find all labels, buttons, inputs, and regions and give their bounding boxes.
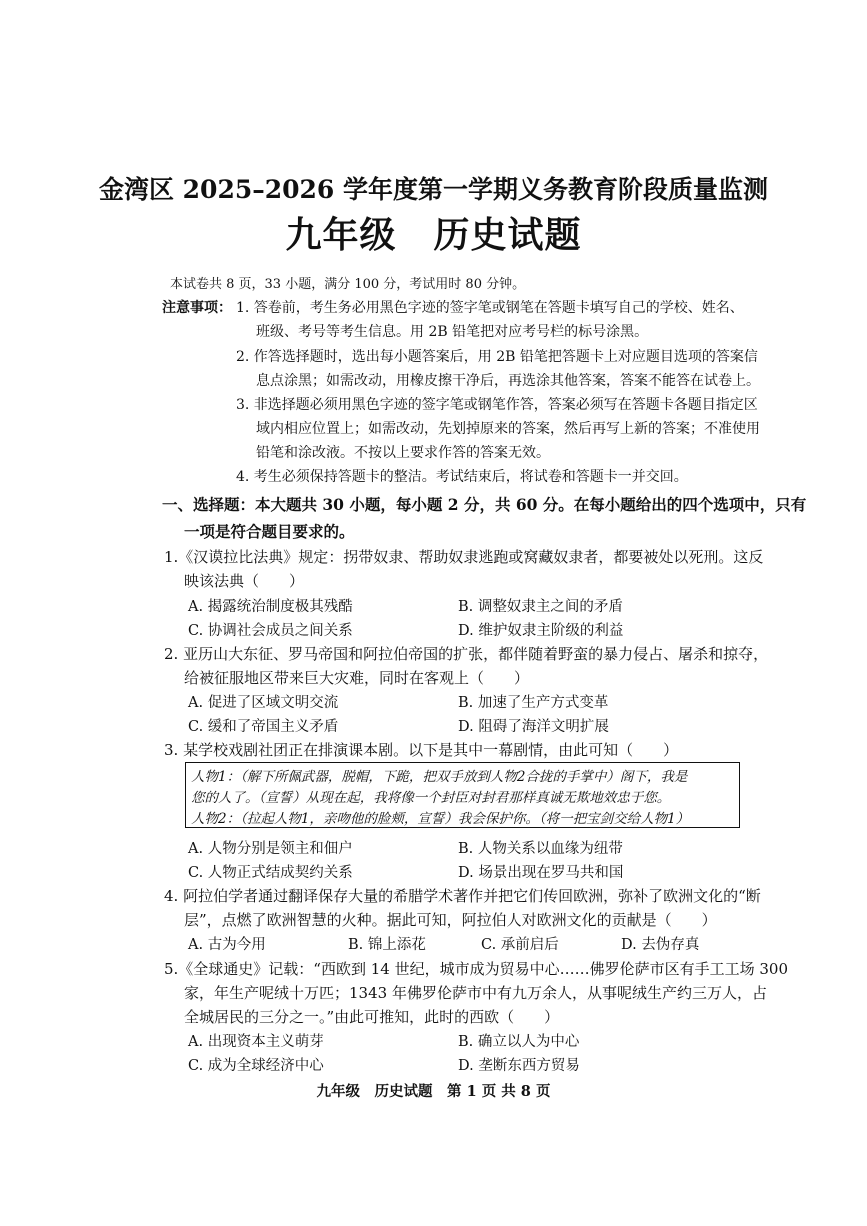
notice-line: 班级、考号等考生信息。用 2B 铅笔把对应考号栏的标号涂黑。 (256, 324, 649, 340)
question-1-option-b: B. 调整奴隶主之间的矛盾 (458, 599, 623, 615)
notice-line: 3. 非选择题必须用黑色字迹的签字笔或钢笔作答，答案必须写在答题卡各题目指定区 (236, 397, 758, 413)
question-2-option-d: D. 阻碍了海洋文明扩展 (458, 719, 609, 735)
question-3-script-line: 您的人了。（宣誓）从现在起，我将像一个封臣对封君那样真诚无欺地效忠于您。 (191, 790, 671, 806)
section-heading: 一、选择题：本大题共 30 小题，每小题 2 分，共 60 分。在每小题给出的四个选项中，只有 (162, 495, 807, 514)
question-3-option-a: A. 人物分别是领主和佃户 (188, 841, 353, 857)
question-4-stem: 4. 阿拉伯学者通过翻译保存大量的希腊学术著作并把它们传回欧洲，弥补了欧洲文化的“断 (164, 887, 761, 905)
question-3-script-line: 人物1：（解下所佩武器，脱帽，下跪，把双手放到人物2合拢的手掌中）阁下，我是 (191, 769, 688, 785)
question-5-stem: 5.《全球通史》记载：“西欧到 14 世纪，城市成为贸易中心……佛罗伦萨市区有手工工场 300 (164, 960, 789, 978)
question-5-option-d: D. 垄断东西方贸易 (458, 1058, 580, 1074)
notice-label: 注意事项： (162, 300, 232, 316)
question-1-stem: 1.《汉谟拉比法典》规定：拐带奴隶、帮助奴隶逃跑或窝藏奴隶者，都要被处以死刑。这反 (164, 548, 764, 566)
exam-intro: 本试卷共 8 页，33 小题，满分 100 分，考试用时 80 分钟。 (170, 277, 526, 292)
exam-title-line1: 金湾区 2025–2026 学年度第一学期义务教育阶段质量监测 (98, 175, 769, 204)
question-5-option-b: B. 确立以人为中心 (458, 1034, 580, 1050)
question-3-script-line: 人物2：（拉起人物1，亲吻他的脸颊，宣誓）我会保护你。（将一把宝剑交给人物1） (191, 811, 690, 827)
question-4-stem-cont: 层”，点燃了欧洲智慧的火种。据此可知，阿拉伯人对欧洲文化的贡献是（ ） (184, 911, 717, 929)
page-footer: 九年级 历史试题 第 1 页 共 8 页 (316, 1083, 551, 1100)
question-5-option-a: A. 出现资本主义萌芽 (188, 1034, 324, 1050)
notice-line: 2. 作答选择题时，选出每小题答案后，用 2B 铅笔把答题卡上对应题目选项的答案信 (236, 349, 758, 365)
question-1-stem-cont: 映该法典（ ） (184, 572, 305, 590)
question-1-option-d: D. 维护奴隶主阶级的利益 (458, 623, 624, 639)
question-2-stem: 2. 亚历山大东征、罗马帝国和阿拉伯帝国的扩张，都伴随着野蛮的暴力侵占、屠杀和掠夺， (164, 645, 769, 663)
question-1-option-c: C. 协调社会成员之间关系 (188, 623, 353, 639)
question-1-option-a: A. 揭露统治制度极其残酷 (188, 599, 353, 615)
question-2-stem-cont: 给被征服地区带来巨大灾难，同时在客观上（ ） (184, 669, 530, 687)
question-2-option-a: A. 促进了区域文明交流 (188, 695, 339, 711)
notice-line: 4. 考生必须保持答题卡的整洁。考试结束后，将试卷和答题卡一并交回。 (236, 469, 688, 485)
question-4-option-b: B. 锦上添花 (348, 937, 426, 953)
question-5-option-c: C. 成为全球经济中心 (188, 1058, 324, 1074)
question-4-option-a: A. 古为今用 (188, 937, 266, 953)
question-5-stem-cont: 全城居民的三分之一。”由此可推知，此时的西欧（ ） (184, 1008, 560, 1026)
question-4-option-c: C. 承前启后 (481, 937, 559, 953)
question-3-option-d: D. 场景出现在罗马共和国 (458, 865, 624, 881)
question-3-option-c: C. 人物正式结成契约关系 (188, 865, 353, 881)
question-4-option-d: D. 去伪存真 (621, 937, 700, 953)
question-2-option-b: B. 加速了生产方式变革 (458, 695, 609, 711)
question-3-stem: 3. 某学校戏剧社团正在排演课本剧。以下是其中一幕剧情，由此可知（ ） (164, 741, 679, 759)
exam-title-line2: 九年级 历史试题 (285, 214, 582, 256)
question-5-stem-cont: 家，年生产呢绒十万匹；1343 年佛罗伦萨市中有九万余人，从事呢绒生产约三万人，占 (184, 984, 767, 1002)
notice-line: 域内相应位置上；如需改动，先划掉原来的答案，然后再写上新的答案；不准使用 (256, 421, 760, 437)
notice-line: 1. 答卷前，考生务必用黑色字迹的签字笔或钢笔在答题卡填写自己的学校、姓名、 (236, 300, 744, 316)
notice-line: 息点涂黑；如需改动，用橡皮擦干净后，再选涂其他答案，答案不能答在试卷上。 (256, 373, 760, 389)
section-heading-cont: 一项是符合题目要求的。 (184, 522, 355, 541)
notice-line: 铅笔和涂改液。不按以上要求作答的答案无效。 (256, 445, 550, 461)
question-3-option-b: B. 人物关系以血缘为纽带 (458, 841, 623, 857)
question-2-option-c: C. 缓和了帝国主义矛盾 (188, 719, 339, 735)
